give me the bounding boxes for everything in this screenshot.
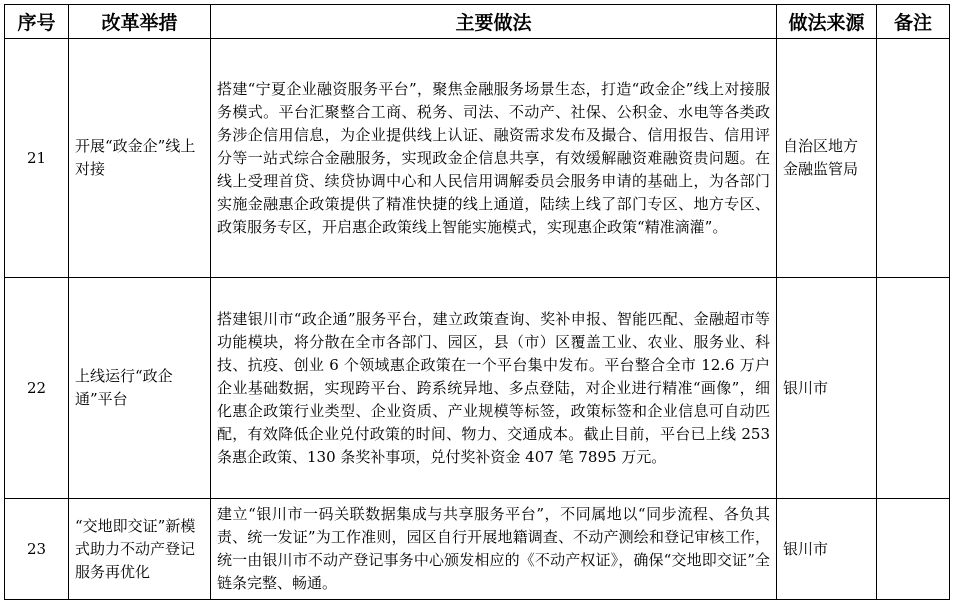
row-source: 银川市 bbox=[777, 278, 877, 499]
row-method: 搭建“宁夏企业融资服务平台”，聚焦金融服务场景生态，打造“政金企”线上对接服务模式。平台汇聚整合工商、税务、司法、不动产、社保、公积金、水电等各类政务涉企信用信息，为企业提供线上认证、融资需求发布及撮合、信用报告、信用评分等一站式综合金融服务，实现政金企信息共享，有效缓解融资难融资贵问题。在线上受理首贷、续贷协调中心和人民信用调解委员会服务申请的基础上，为各部门实施金融惠企政策提供了精准快捷的线上通道，陆续上线了部门专区、地方专区、政策服务专区，开启惠企政策线上智能实施模式，实现惠企政策“精准滴灌”。 bbox=[211, 39, 777, 278]
header-method: 主要做法 bbox=[211, 5, 777, 39]
row-measure: 上线运行“政企通”平台 bbox=[69, 278, 211, 499]
row-seq: 22 bbox=[5, 278, 69, 499]
header-note: 备注 bbox=[877, 5, 950, 39]
row-seq: 23 bbox=[5, 499, 69, 600]
row-note bbox=[877, 39, 950, 278]
header-row bbox=[5, 5, 950, 39]
reform-measures-table bbox=[4, 4, 950, 600]
row-note bbox=[877, 499, 950, 600]
row-source: 自治区地方金融监管局 bbox=[777, 39, 877, 278]
row-measure: “交地即交证”新模式助力不动产登记服务再优化 bbox=[69, 499, 211, 600]
table-row bbox=[5, 39, 950, 278]
row-seq: 21 bbox=[5, 39, 69, 278]
row-method: 搭建银川市“政企通”服务平台，建立政策查询、奖补申报、智能匹配、金融超市等功能模块，将分散在全市各部门、园区，县（市）区覆盖工业、农业、服务业、科技、抗疫、创业 6 个领域惠企政策在一个平台集中发布。平台整合全市 12.6 万户企业基础数据，实现跨平台、跨系统异地、多点登陆，对企业进行精准“画像”，细化惠企政策行业类型、企业资质、产业规模等标签，政策标签和企业信息可自动匹配，有效降低企业兑付政策的时间、物力、交通成本。截止目前，平台已上线 253 条惠企政策、130 条奖补事项，兑付奖补资金 407 笔 7895 万元。 bbox=[211, 278, 777, 499]
table-row bbox=[5, 278, 950, 499]
row-source: 银川市 bbox=[777, 499, 877, 600]
header-seq: 序号 bbox=[5, 5, 69, 39]
row-method: 建立“银川市一码关联数据集成与共享服务平台”，不同属地以“同步流程、各负其责、统一发证”为工作准则，园区自行开展地籍调查、不动产测绘和登记审核工作，统一由银川市不动产登记事务中心颁发相应的《不动产权证》，确保“交地即交证”全链条完整、畅通。 bbox=[211, 499, 777, 600]
header-source: 做法来源 bbox=[777, 5, 877, 39]
header-measure: 改革举措 bbox=[69, 5, 211, 39]
table-row bbox=[5, 499, 950, 600]
row-measure: 开展“政金企”线上对接 bbox=[69, 39, 211, 278]
row-note bbox=[877, 278, 950, 499]
